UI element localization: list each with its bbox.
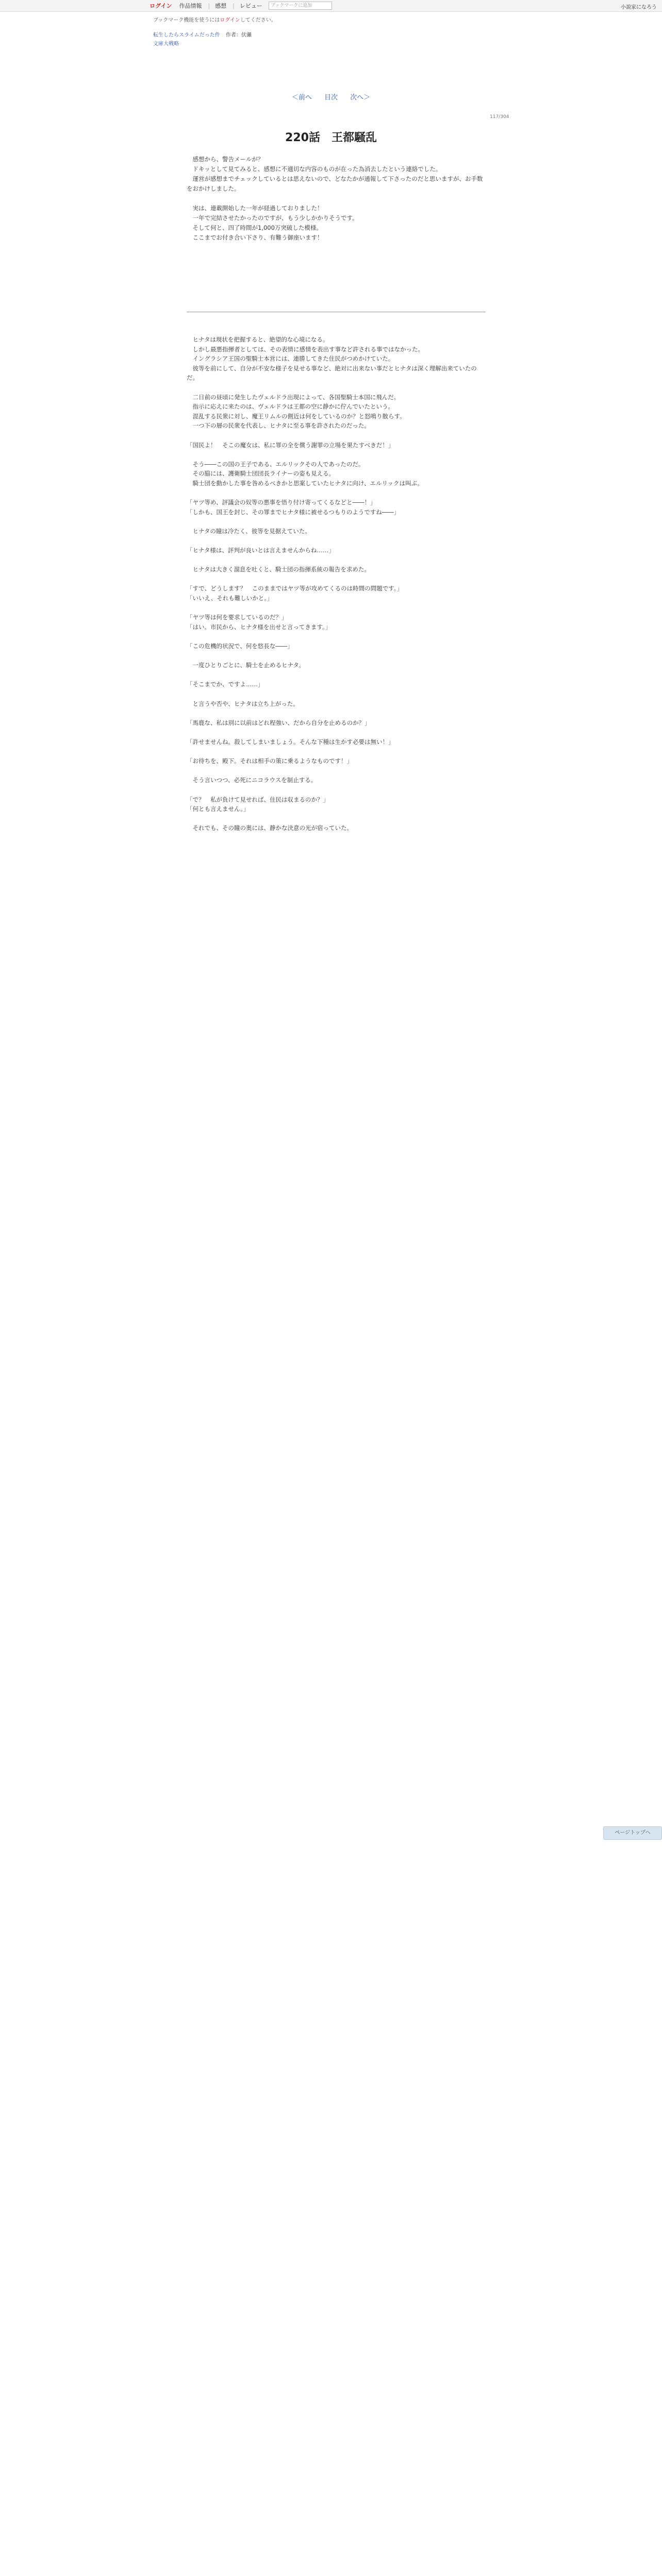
body-line: 一つ下の層の民衆を代表し、ヒナタに至る事を許されたのだった。 [187,422,370,430]
body-line: 「この危機的状況で、何を悠長な――」 [187,642,293,650]
body-gap [187,555,486,565]
preface-line: ここまでお付き合い下さり、有難う御座います！ [187,234,323,241]
body-gap [187,689,486,699]
body-line: 騎士団を動かした事を咎めるべきかと思案していたヒナタに向け、エルリックは叫ぶ。 [187,479,423,487]
body-line: それでも、その瞳の奥には、静かな決意の光が宿っていた。 [187,824,353,832]
preface-line: そして何と、四了時間が1,000万突破した模様。 [187,224,322,231]
page-top-button[interactable]: ページトップへ [603,1826,662,1840]
body-line: 一度ひとりごとに、騎士を止めるヒナタ。 [187,662,305,669]
body-gap [187,670,486,680]
preface-gap [187,194,486,204]
chapter-body [187,335,486,833]
bookmark-notice: ブックマーク機能を使うにはログインしてください。 [153,18,276,23]
body-gap [187,814,486,824]
login-link[interactable]: ログイン [150,3,172,9]
chapter-pager-top [0,92,662,101]
author-preface [187,155,486,243]
preface-line: 運営が感想までチェックしているとは思えないので、どなたかが通報して下さったのだと思いますが、お手数をおかけしました。 [187,175,483,192]
body-gap [187,708,486,718]
body-gap [187,450,486,460]
novel-header [153,15,499,47]
body-line: ヒナタの瞳は冷たく、彼等を見据えていた。 [187,527,311,535]
body-gap [187,536,486,546]
body-gap [187,603,486,613]
bookmark-add-box[interactable]: ブックマークに追加 [269,2,332,10]
body-gap [187,632,486,641]
preface-line: 一年で完結させたかったのですが、もう少しかかりそうです。 [187,214,358,222]
body-line: 「ヒナタ様は、評判が良いとは言えませんからね……」 [187,547,335,554]
body-line: ヒナタは大きく溜息を吐くと、騎士団の指揮系統の報告を求めた。 [187,566,370,573]
body-line: 彼等を前にして、自分が不安な様子を見せる事など、絶対に出来ない事だとヒナタは深く理解出来ていたのだ。 [187,364,477,382]
body-line: 「許せませんね。殺してしまいましょう。そんな下種は生かす必要は無い！」 [187,738,394,745]
body-gap [187,517,486,527]
body-gap [187,651,486,661]
body-line: しかし最悪指揮者としては、その表情に感情を表出す事など許される事ではなかった。 [187,345,424,353]
chapter-title: 220話 王都騒乱 [285,131,377,144]
short-series-link[interactable]: 文庫大戦略 [153,41,179,47]
body-gap [187,574,486,584]
body-line: 「お待ちを、殿下。それは相手の策に乗るようなものです！」 [187,757,353,765]
toc-link[interactable]: 目次 [324,94,338,101]
body-line: そう言いつつ、必死にニコラウスを制止する。 [187,776,317,784]
body-gap [187,766,486,776]
notice-login-link[interactable]: ログイン [220,18,240,23]
body-line: 「いいえ、それも難しいかと。」 [187,595,273,602]
body-line: 「ヤツ等め、評議会の奴等の悪事を悟り付け寄ってくるなどと――！」 [187,499,376,506]
series-title-line [153,30,499,38]
preface-line: ドキッとして見てみると、感想に不適切な内容のものが在った為消去したという連絡でした。 [187,165,442,173]
nav-separator: | [208,2,210,9]
body-line: 混乱する民衆に対し、魔王リムルの側近は何をしているのか？と怒鳴り散らす。 [187,412,406,420]
body-line: 「しかも、国王を封じ、その罪までヒナタ様に被せるつもりのようですね――」 [187,508,400,516]
body-line: 「国民よ！ そこの魔女は、私に罪の全を償う謝罪の立場を果たすべきだ！」 [187,441,394,449]
nav-item-reviews[interactable]: レビュー [239,3,262,9]
nav-separator: | [233,2,235,9]
body-gap [187,383,486,393]
body-line: 指示に応えに来たのは、ヴェルドラは王都の空に静かに佇んでいたという。 [187,403,394,411]
author-label: 作者：伏瀬 [225,32,252,38]
body-line: そう――この国の王子である、エルリックその人であったのだ。 [187,460,365,468]
body-line: 「ヤツ等は何を要求しているのだ？」 [187,614,288,621]
body-line: 「馬鹿な、私は別に以前はどれ程強い、だから自分を止めるのか？」 [187,719,371,726]
top-navigation-bar [0,0,662,12]
preface-line: 感想から、警告メールが？ [187,156,264,163]
body-line: と言うや否や、ヒナタは立ち上がった。 [187,700,299,707]
body-line: 「何とも言えません。」 [187,805,250,813]
nav-item-info[interactable]: 作品情報 [179,3,202,9]
body-gap [187,488,486,498]
body-line: ヒナタは現状を把握すると、絶望的な心境になる。 [187,336,329,343]
body-line: 「そこまでか、ですよ……」 [187,681,264,688]
preface-line: 実は、連載開始した一年が経過しておりました！ [187,205,323,212]
page-count: 117/304 [490,114,509,120]
body-line: その脇には、護衛騎士団団長ライナーの姿も見える。 [187,470,335,478]
prev-chapter-link[interactable]: ＜前へ [291,94,312,101]
body-line: 「で？ 私が負けて見せれば、住民は収まるのか？」 [187,795,329,803]
body-gap [187,747,486,757]
body-gap [187,431,486,440]
site-name-link[interactable]: 小説家になろう [621,5,657,10]
body-gap [187,785,486,795]
series-title-link[interactable]: 転生したらスライムだった件 [153,32,220,38]
body-line: 二日前の昼頃に発生したヴェルドラ出現によって、各国聖騎士本国に飛んだ。 [187,393,400,401]
nav-item-impressions[interactable]: 感想 [215,3,227,9]
next-chapter-link[interactable]: 次へ＞ [350,94,371,101]
body-line: 「はい。市民から、ヒナタ様を出せと言ってきます。」 [187,623,332,631]
body-gap [187,727,486,737]
body-line: イングラシア王国の聖騎士本営には、連勝してきた住民がつめかけていた。 [187,355,394,363]
body-line: 「すで、どうします？ このままではヤツ等が攻めてくるのは時間の問題です。」 [187,585,403,592]
